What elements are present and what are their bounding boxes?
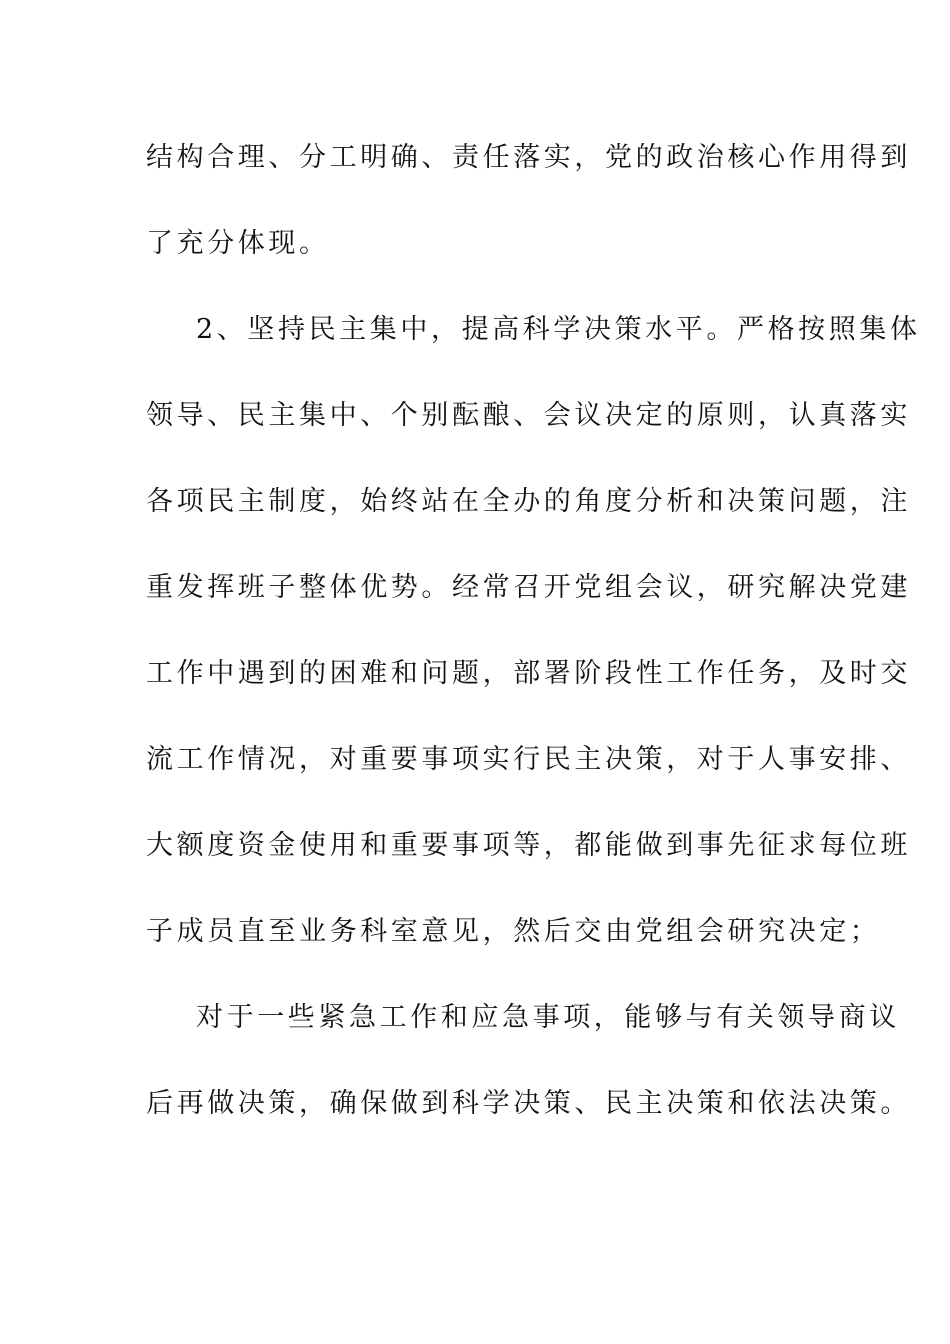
paragraph-start-line: 2、坚持民主集中，提高科学决策水平。严格按照集体 (196, 314, 921, 345)
text-line: 大额度资金使用和重要事项等，都能做到事先征求每位班 (146, 830, 911, 861)
text-line: 工作中遇到的困难和问题，部署阶段性工作任务，及时交 (146, 658, 911, 689)
text-line: 各项民主制度，始终站在全办的角度分析和决策问题，注 (146, 486, 911, 517)
text-line: 流工作情况，对重要事项实行民主决策，对于人事安排、 (146, 744, 911, 775)
text-line: 了充分体现。 (146, 228, 330, 259)
text-line: 重发挥班子整体优势。经常召开党组会议，研究解决党建 (146, 572, 911, 603)
paragraph-start-line: 对于一些紧急工作和应急事项，能够与有关领导商议 (196, 1002, 900, 1033)
text-line: 结构合理、分工明确、责任落实，党的政治核心作用得到 (146, 142, 911, 173)
text-line: 后再做决策，确保做到科学决策、民主决策和依法决策。 (146, 1088, 911, 1119)
text-line: 子成员直至业务科室意见，然后交由党组会研究决定； (146, 916, 881, 947)
text-line: 领导、民主集中、个别酝酿、会议决定的原则，认真落实 (146, 400, 911, 431)
